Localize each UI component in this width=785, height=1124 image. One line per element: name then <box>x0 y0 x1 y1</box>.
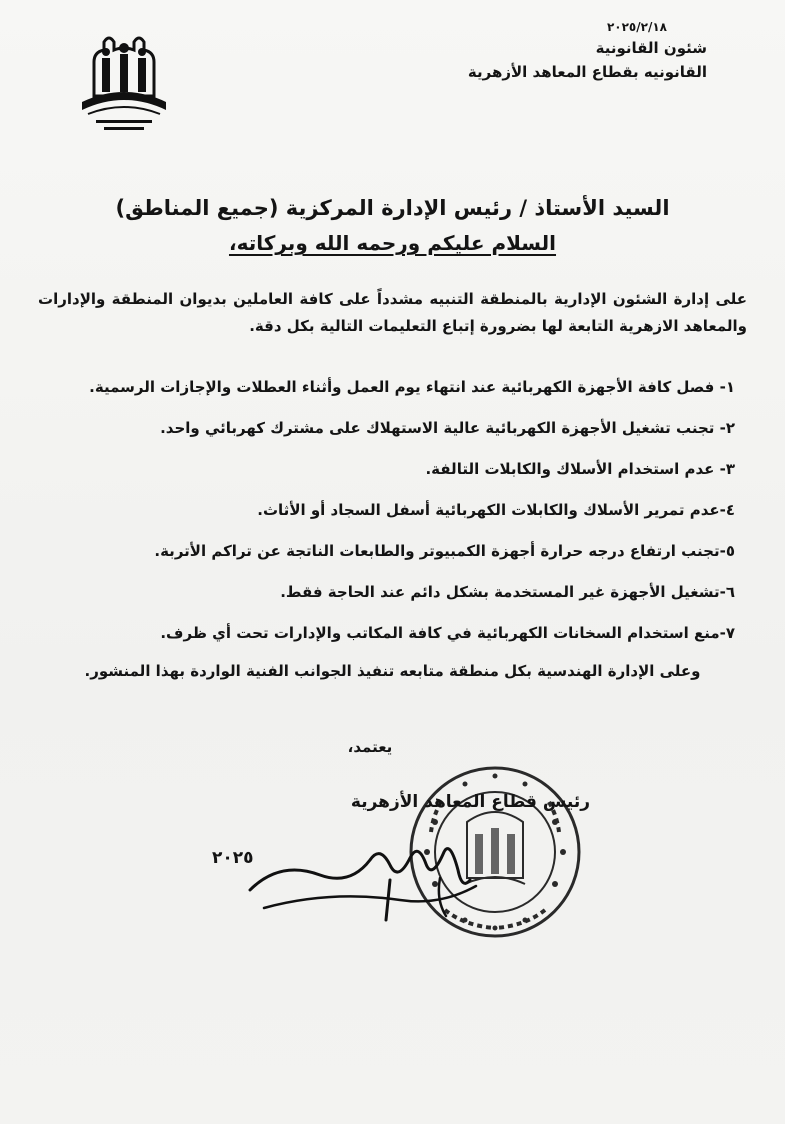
signature-year: ٢٠٢٥ <box>212 848 254 868</box>
greeting: السلام عليكم ورحمه الله وبركاته، <box>228 231 557 255</box>
instruction-item: ٧-منع استخدام السخانات الكهربائية في كافة المكاتب والإدارات تحت أي ظرف. <box>160 624 735 642</box>
closing-paragraph: وعلى الإدارة الهندسية بكل منطقة متابعه تنفيذ الجوانب الفنية الواردة بهذا المنشور. <box>84 662 701 680</box>
instruction-item: ٣- عدم استخدام الأسلاك والكابلات التالفة. <box>425 460 735 478</box>
instruction-item: ٢- تجنب تشغيل الأجهزة الكهربائية عالية الاستهلاك على مشترك كهربائي واحد. <box>160 419 735 437</box>
instruction-item: ١- فصل كافة الأجهزة الكهربائية عند انتهاء يوم العمل وأثناء العطلات والإجازات الرسمية. <box>89 378 735 396</box>
approval-word: يعتمد، <box>347 738 393 756</box>
header-line-1: شئون القانونية <box>595 39 707 57</box>
instructions-list <box>60 372 735 659</box>
handwritten-signature-icon <box>240 820 480 930</box>
addressee-block <box>80 190 705 260</box>
addressee-title: السيد الأستاذ / رئيس الإدارة المركزية (جميع المناطق) <box>115 196 670 220</box>
intro-paragraph: على إدارة الشئون الإدارية بالمنطقة التنبيه مشدداً على كافة العاملين بديوان المنطقة والإدارات والمعاهد الازهرية التابعة لها بضرورة إتباع التعليمات التالية بكل دقة. <box>38 290 747 335</box>
instruction-item: ٥-تجنب ارتفاع درجه حرارة أجهزة الكمبيوتر والطابعات الناتجة عن تراكم الأتربة. <box>154 542 735 560</box>
header-block <box>447 20 707 84</box>
instruction-item: ٦-تشغيل الأجهزة غير المستخدمة بشكل دائم عند الحاجة فقط. <box>280 583 735 601</box>
header-line-2: القانونيه بقطاع المعاهد الأزهرية <box>467 63 707 81</box>
header-date: ٢٠٢٥/٢/١٨ <box>606 20 667 34</box>
al-azhar-logo-icon <box>74 24 174 134</box>
signatory-title: رئيس قطاع المعاهد الأزهرية <box>350 792 590 812</box>
instruction-item: ٤-عدم تمرير الأسلاك والكابلات الكهربائية أسفل السجاد أو الأثاث. <box>257 501 735 519</box>
